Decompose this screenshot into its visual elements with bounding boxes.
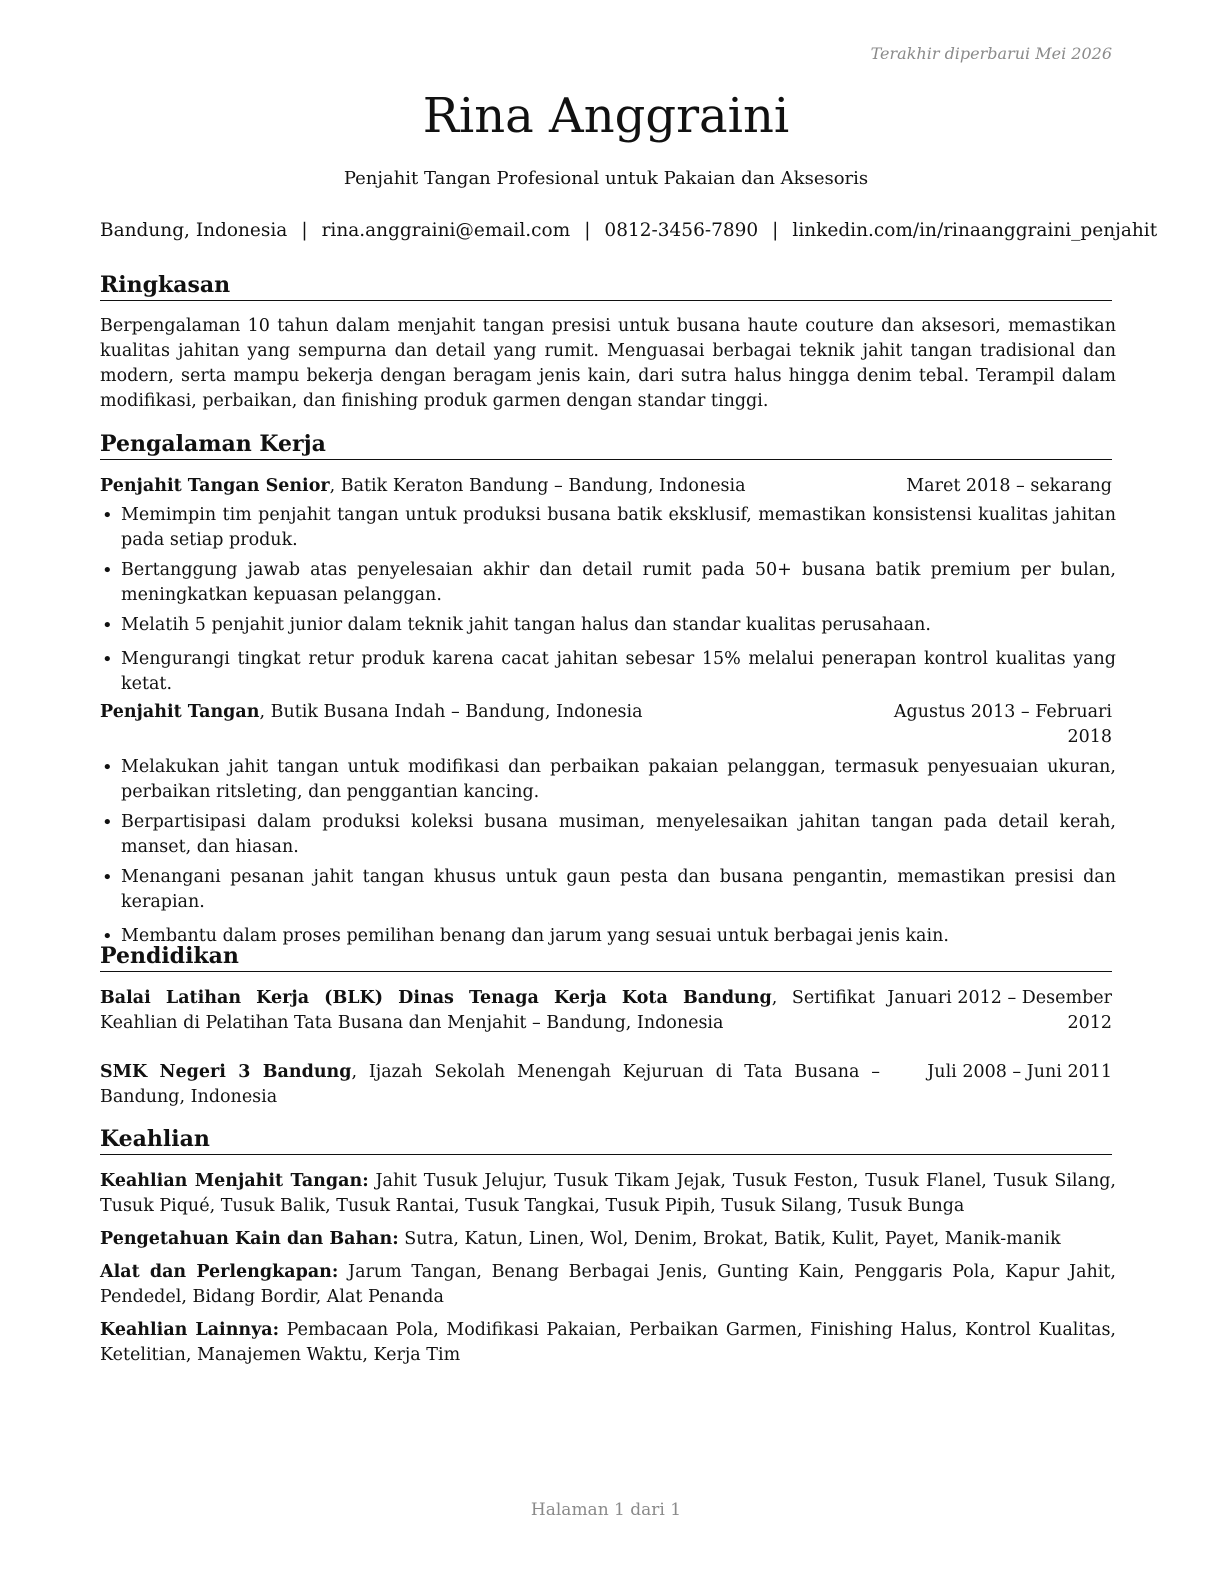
job-dates: Agustus 2013 – Februari 2018 [893,702,1112,747]
contact-linkedin[interactable]: linkedin.com/in/rinaanggraini_penjahit [792,220,1158,241]
job-title-line [100,474,906,499]
section-title-experience: Pengalaman Kerja [100,430,1112,460]
skill-label: Keahlian Lainnya: [100,1320,280,1340]
contact-email[interactable]: rina.anggraini@email.com [321,220,571,241]
job-bullets [100,755,1116,949]
education-text [100,986,875,1036]
job-entry [100,700,1116,954]
job-bullet: • Mengurangi tingkat retur produk karena cacat jahitan sebesar 15% melalui penerapan kontrol kualitas yang ketat. [100,647,1116,697]
job-header [100,474,1116,499]
resume-page [100,0,1158,1584]
education-school: SMK Negeri 3 Bandung [100,1062,352,1082]
job-dates: Maret 2018 – sekarang [906,476,1112,496]
contact-location: Bandung, Indonesia [100,220,288,241]
summary-text: Berpengalaman 10 tahun dalam menjahit tangan presisi untuk busana haute couture dan aksesori, memastikan kualitas jahitan yang sempurna dan detail yang rumit. Menguasai berbagai teknik jahit tangan tradisional dan modern, serta mampu bekerja dengan beragam jenis kain, dari sutra halus hingga denim tebal. Terampil dalam modifikasi, perbaikan, dan finishing produk garmen dengan standar tinggi. [100,316,1116,411]
education-detail: , Sertifikat Keahlian di Pelatihan Tata Busana dan Menjahit – Bandung, Indonesia [100,988,875,1033]
skill-value: Pembacaan Pola, Modifikasi Pakaian, Perbaikan Garmen, Finishing Halus, Kontrol Kualitas, Ketelitian, Manajemen Waktu, Kerja Tim [100,1320,1116,1365]
section-title-education: Pendidikan [100,942,1112,972]
skill-item [100,1169,1116,1219]
job-bullet: • Berpartisipasi dalam produksi koleksi busana musiman, menyelesaikan jahitan tangan pada detail kerah, manset, dan hiasan. [100,810,1116,860]
skill-item [100,1227,1116,1252]
job-role: Penjahit Tangan Senior [100,476,330,496]
skills-list [100,1169,1116,1376]
skill-label: Keahlian Menjahit Tangan: [100,1171,369,1191]
skill-value: Jarum Tangan, Benang Berbagai Jenis, Gunting Kain, Penggaris Pola, Kapur Jahit, Pendedel, Bidang Bordir, Alat Penanda [100,1262,1116,1307]
job-bullet: • Melatih 5 penjahit junior dalam teknik jahit tangan halus dan standar kualitas perusahaan. [100,613,1116,638]
skill-item [100,1260,1116,1310]
section-title-summary: Ringkasan [100,271,1112,301]
job-bullet: • Memimpin tim penjahit tangan untuk produksi busana batik eksklusif, memastikan konsistensi kualitas jahitan pada setiap produk. [100,503,1116,553]
education-detail: , Ijazah Sekolah Menengah Kejuruan di Tata Busana – Bandung, Indonesia [100,1062,880,1107]
last-updated-note: Terakhir diperbarui Mei 2026 [870,44,1112,63]
education-dates: Juli 2008 – Juni 2011 [927,1062,1112,1082]
skill-label: Pengetahuan Kain dan Bahan: [100,1229,399,1249]
skill-item [100,1318,1116,1368]
job-bullet: • Membantu dalam proses pemilihan benang dan jarum yang sesuai untuk berbagai jenis kain. [100,924,1116,949]
contact-separator: | [301,220,308,241]
education-row [100,986,1116,1036]
job-bullet: • Melakukan jahit tangan untuk modifikasi dan perbaikan pakaian pelanggan, termasuk penyesuaian ukuran, perbaikan ritsleting, dan penggantian kancing. [100,755,1116,805]
contact-phone[interactable]: 0812-3456-7890 [604,220,759,241]
job-bullet: • Bertanggung jawab atas penyelesaian akhir dan detail rumit pada 50+ busana batik premium per bulan, meningkatkan kepuasan pelanggan. [100,558,1116,608]
skill-value: Sutra, Katun, Linen, Wol, Denim, Brokat, Batik, Kulit, Payet, Manik-manik [398,1229,1061,1249]
page-number: Halaman 1 dari 1 [530,1500,682,1520]
job-organization: , Butik Busana Indah – Bandung, Indonesia [259,702,643,722]
contact-line [100,219,1158,243]
job-bullets [100,503,1116,697]
section-title-skills: Keahlian [100,1125,1112,1155]
contact-separator: | [584,220,591,241]
education-dates: Januari 2012 – Desember 2012 [887,988,1112,1033]
education-text [100,1060,880,1110]
job-entry [100,474,1116,702]
job-header [100,700,1116,750]
skill-value: Jahit Tusuk Jelujur, Tusuk Tikam Jejak, Tusuk Feston, Tusuk Flanel, Tusuk Silang, Tusuk Piqué, Tusuk Balik, Tusuk Rantai, Tusuk Tangkai, Tusuk Pipih, Tusuk Silang, Tusuk Bunga [100,1171,1116,1216]
education-entry [100,1060,1116,1110]
candidate-name: Rina Anggraini [422,88,790,144]
education-school: Balai Latihan Kerja (BLK) Dinas Tenaga Kerja Kota Bandung [100,988,772,1008]
job-title-line [100,700,872,725]
job-organization: , Batik Keraton Bandung – Bandung, Indonesia [329,476,746,496]
candidate-tagline: Penjahit Tangan Profesional untuk Pakaian dan Aksesoris [343,168,869,189]
job-role: Penjahit Tangan [100,702,260,722]
education-entry [100,986,1116,1036]
job-bullet: • Menangani pesanan jahit tangan khusus untuk gaun pesta dan busana pengantin, memastikan presisi dan kerapian. [100,865,1116,915]
contact-separator: | [772,220,779,241]
education-row [100,1060,1116,1110]
skill-label: Alat dan Perlengkapan: [100,1262,339,1282]
